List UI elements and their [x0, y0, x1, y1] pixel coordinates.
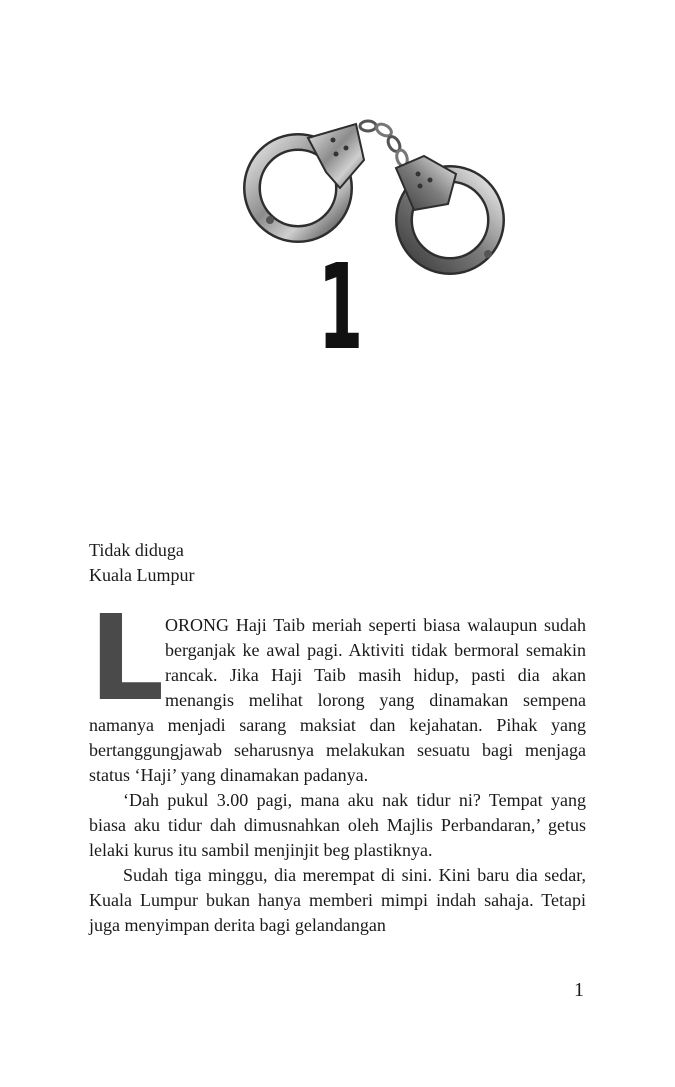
handcuffs-icon: [238, 116, 518, 286]
drop-cap: L: [89, 589, 165, 727]
chapter-body: [89, 589, 586, 938]
scene-heading: [89, 538, 194, 588]
paragraph-2: ‘Dah pukul 3.00 pagi, mana aku nak tidur ni? Tempat yang biasa aku tidur dah dimusnahkan oleh Majlis Perbandaran,’ getus lelaki kurus itu sambil menjinjit beg plastiknya.: [89, 790, 586, 860]
chapter-number: 1: [318, 238, 364, 376]
paragraph-1-text: ORONG Haji Taib meriah seperti biasa walaupun sudah berganjak ke awal pagi. Aktiviti tidak bermoral semakin rancak. Jika Haji Taib masih hidup, pasti dia akan menangis melihat lorong yang dinamakan sempena namanya menjadi sarang maksiat dan kejahatan. Pihak yang bertanggungjawab seharusnya melakukan sesuatu bagi menjaga status ‘Haji’ yang dinamakan padanya.: [89, 615, 586, 785]
paragraph-1: [89, 589, 586, 788]
scene-heading-line-1: Tidak diduga: [89, 540, 184, 560]
page-number: 1: [574, 979, 584, 1001]
scene-heading-line-2: Kuala Lumpur: [89, 565, 195, 585]
paragraph-3: Sudah tiga minggu, dia merempat di sini. Kini baru dia sedar, Kuala Lumpur bukan hanya memberi mimpi indah sahaja. Tetapi juga menyimpan derita bagi gelandangan: [89, 865, 586, 935]
